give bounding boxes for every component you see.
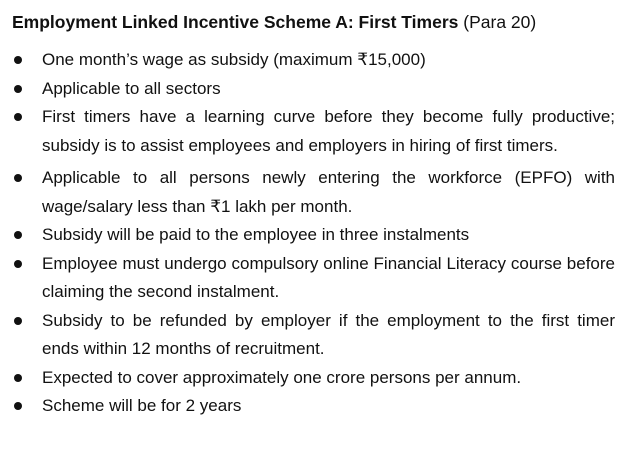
bullet-dot-icon [14, 85, 22, 93]
heading-title: Employment Linked Incentive Scheme A: First Timers [12, 12, 459, 32]
bullet-text: Expected to cover approximately one crore persons per annum. [42, 367, 522, 387]
bullet-list [12, 46, 615, 421]
bullet-item [12, 392, 615, 421]
bullet-dot-icon [14, 113, 22, 121]
bullet-item [12, 164, 615, 221]
bullet-item [12, 364, 615, 393]
bullet-text: Subsidy to be refunded by employer if the employment to the first timer ends within 12 months of recruitment. [42, 310, 615, 358]
bullet-dot-icon [14, 402, 22, 410]
bullet-dot-icon [14, 374, 22, 382]
bullet-text: Subsidy will be paid to the employee in three instalments [42, 225, 470, 244]
bullet-dot-icon [14, 317, 22, 325]
bullet-text: First timers have a learning curve before they become fully productive; subsidy is to assist employees and employers in hiring of first timers. [42, 107, 615, 155]
bullet-item [12, 103, 615, 160]
bullet-dot-icon [14, 231, 22, 239]
heading-para-reference: (Para 20) [463, 12, 537, 32]
bullet-item [12, 250, 615, 307]
bullet-text: Applicable to all sectors [42, 78, 221, 98]
bullet-text: One month’s wage as subsidy (maximum ₹15,000) [42, 50, 426, 69]
bullet-text: Scheme will be for 2 years [42, 396, 242, 415]
bullet-item [12, 75, 615, 104]
bullet-item [12, 221, 615, 250]
bullet-dot-icon [14, 260, 22, 268]
section-heading [12, 10, 615, 34]
bullet-text: Applicable to all persons newly entering the workforce (EPFO) with wage/salary less than ₹1 lakh per month. [42, 168, 615, 216]
bullet-text: Employee must undergo compulsory online Financial Literacy course before claiming the second instalment. [42, 253, 615, 301]
bullet-item [12, 307, 615, 364]
bullet-item [12, 46, 615, 75]
bullet-dot-icon [14, 174, 22, 182]
bullet-dot-icon [14, 56, 22, 64]
